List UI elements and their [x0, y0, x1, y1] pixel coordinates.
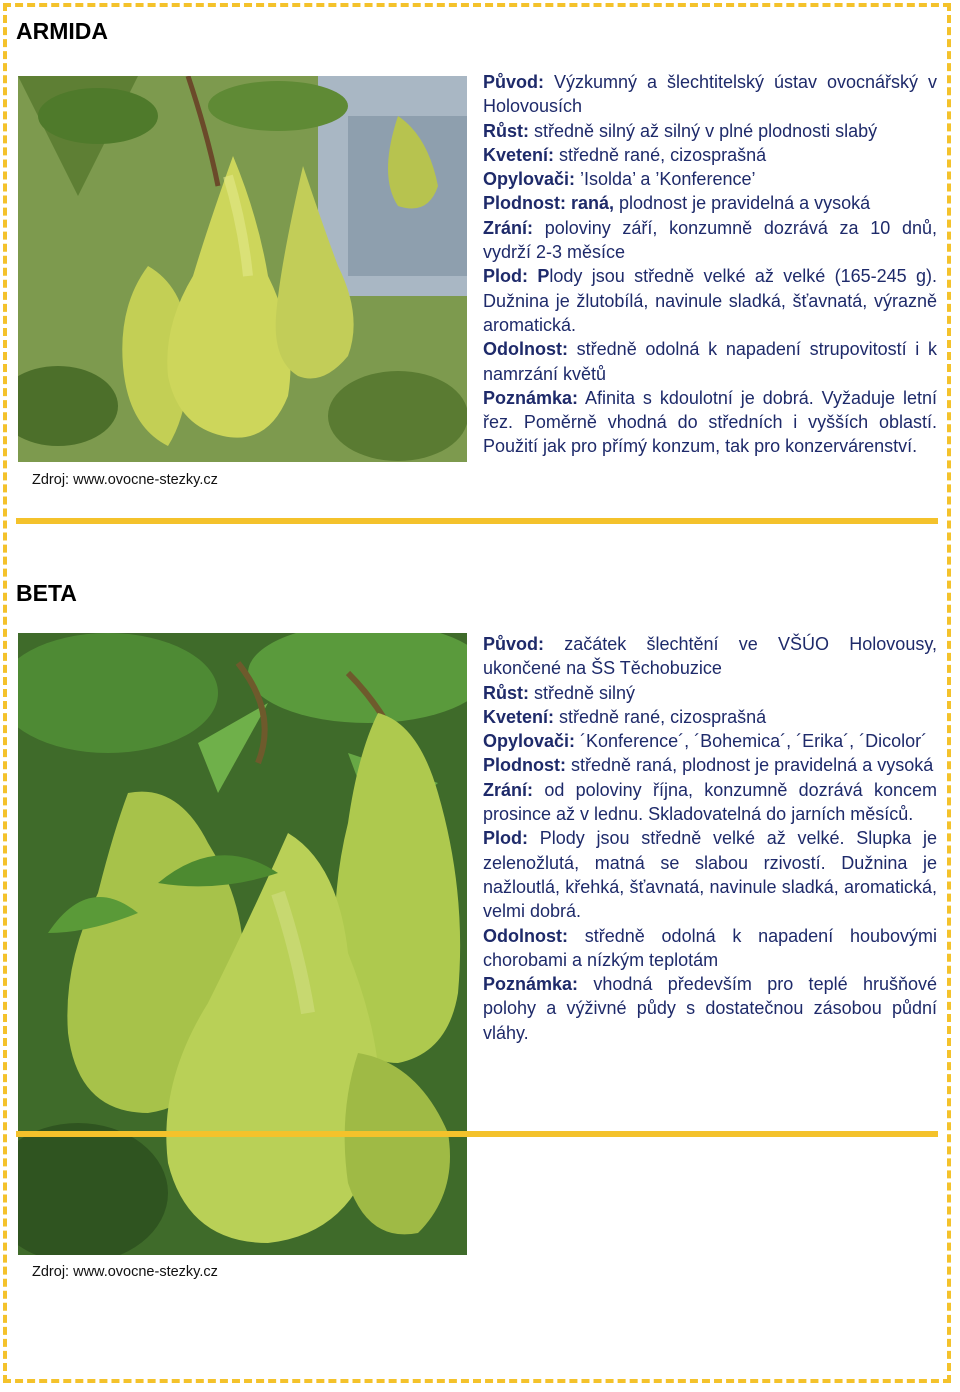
desc-row-rust: Růst: středně silný — [483, 682, 636, 703]
desc-row-plod: Plod: Plody jsou středně velké až velké. Slupka je zelenožlutá, matná se slabou rzivostí. Dužnina je nažloutlá, křehká, šťavnatá, navinule sladká, aromatická, velmi dobrá. — [483, 828, 937, 922]
armida-pear-photo — [18, 76, 467, 462]
desc-row-kveteni: Kvetení: středně rané, cizosprašná — [483, 706, 767, 727]
desc-row-odolnost: Odolnost: středně odolná k napadení strupovitostí i k namrzání květů — [483, 339, 937, 384]
desc-row-rust: Růst: středně silný až silný v plné plodnosti slabý — [483, 120, 878, 141]
desc-row-opylovaci: Opylovači: ’Isolda’ a ’Konference’ — [483, 169, 756, 190]
desc-row-kveteni: Kvetení: středně rané, cizosprašná — [483, 144, 767, 165]
desc-row-zrani: Zrání: poloviny září, konzumně dozrává za 10 dnů, vydrží 2-3 měsíce — [483, 217, 937, 263]
desc-row-puvod: Původ: začátek šlechtění ve VŠÚO Holovousy, ukončené na ŠS Těchobuzice — [483, 634, 937, 679]
desc-row-zrani: Zrání: od poloviny října, konzumně dozrává koncem prosince až v lednu. Skladovatelná do jarních měsíců. — [483, 779, 937, 825]
variety-title-armida: ARMIDA — [16, 18, 108, 44]
desc-row-puvod: Původ: Výzkumný a šlechtitelský ústav ovocnářský v Holovousích — [483, 72, 937, 117]
beta-description — [483, 632, 937, 1045]
photo-source: Zdroj: www.ovocne-stezky.cz — [32, 1264, 218, 1280]
beta-pear-photo — [18, 633, 467, 1255]
desc-row-odolnost: Odolnost: středně odolná k napadení houbovými chorobami a nízkým teplotám — [483, 925, 937, 970]
desc-row-opylovaci: Opylovači: ´Konference´, ´Bohemica´, ´Erika´, ´Dicolor´ — [483, 731, 928, 752]
variety-title-beta: BETA — [16, 580, 77, 606]
photo-source: Zdroj: www.ovocne-stezky.cz — [32, 472, 218, 488]
desc-row-plodnost: Plodnost: raná, plodnost je pravidelná a vysoká — [483, 193, 871, 214]
desc-row-poznamka: Poznámka: Afinita s kdoulotní je dobrá. Vyžaduje letní řez. Poměrně vhodná do středních i vyšších oblastí. Použití jak pro přímý konzum, tak pro konzervárenství. — [483, 387, 937, 457]
armida-description — [483, 70, 937, 459]
desc-row-plod: Plod: Plody jsou středně velké až velké (165-245 g). Dužnina je žlutobílá, navinule sladká, šťavnatá, výrazně aromatická. — [483, 266, 938, 335]
desc-row-plodnost: Plodnost: středně raná, plodnost je pravidelná a vysoká — [483, 755, 934, 776]
desc-row-poznamka: Poznámka: vhodná především pro teplé hrušňové polohy a výživné půdy s dostatečnou zásobou půdní vláhy. — [483, 974, 937, 1043]
section-separator — [16, 518, 938, 524]
section-separator — [16, 1131, 938, 1137]
